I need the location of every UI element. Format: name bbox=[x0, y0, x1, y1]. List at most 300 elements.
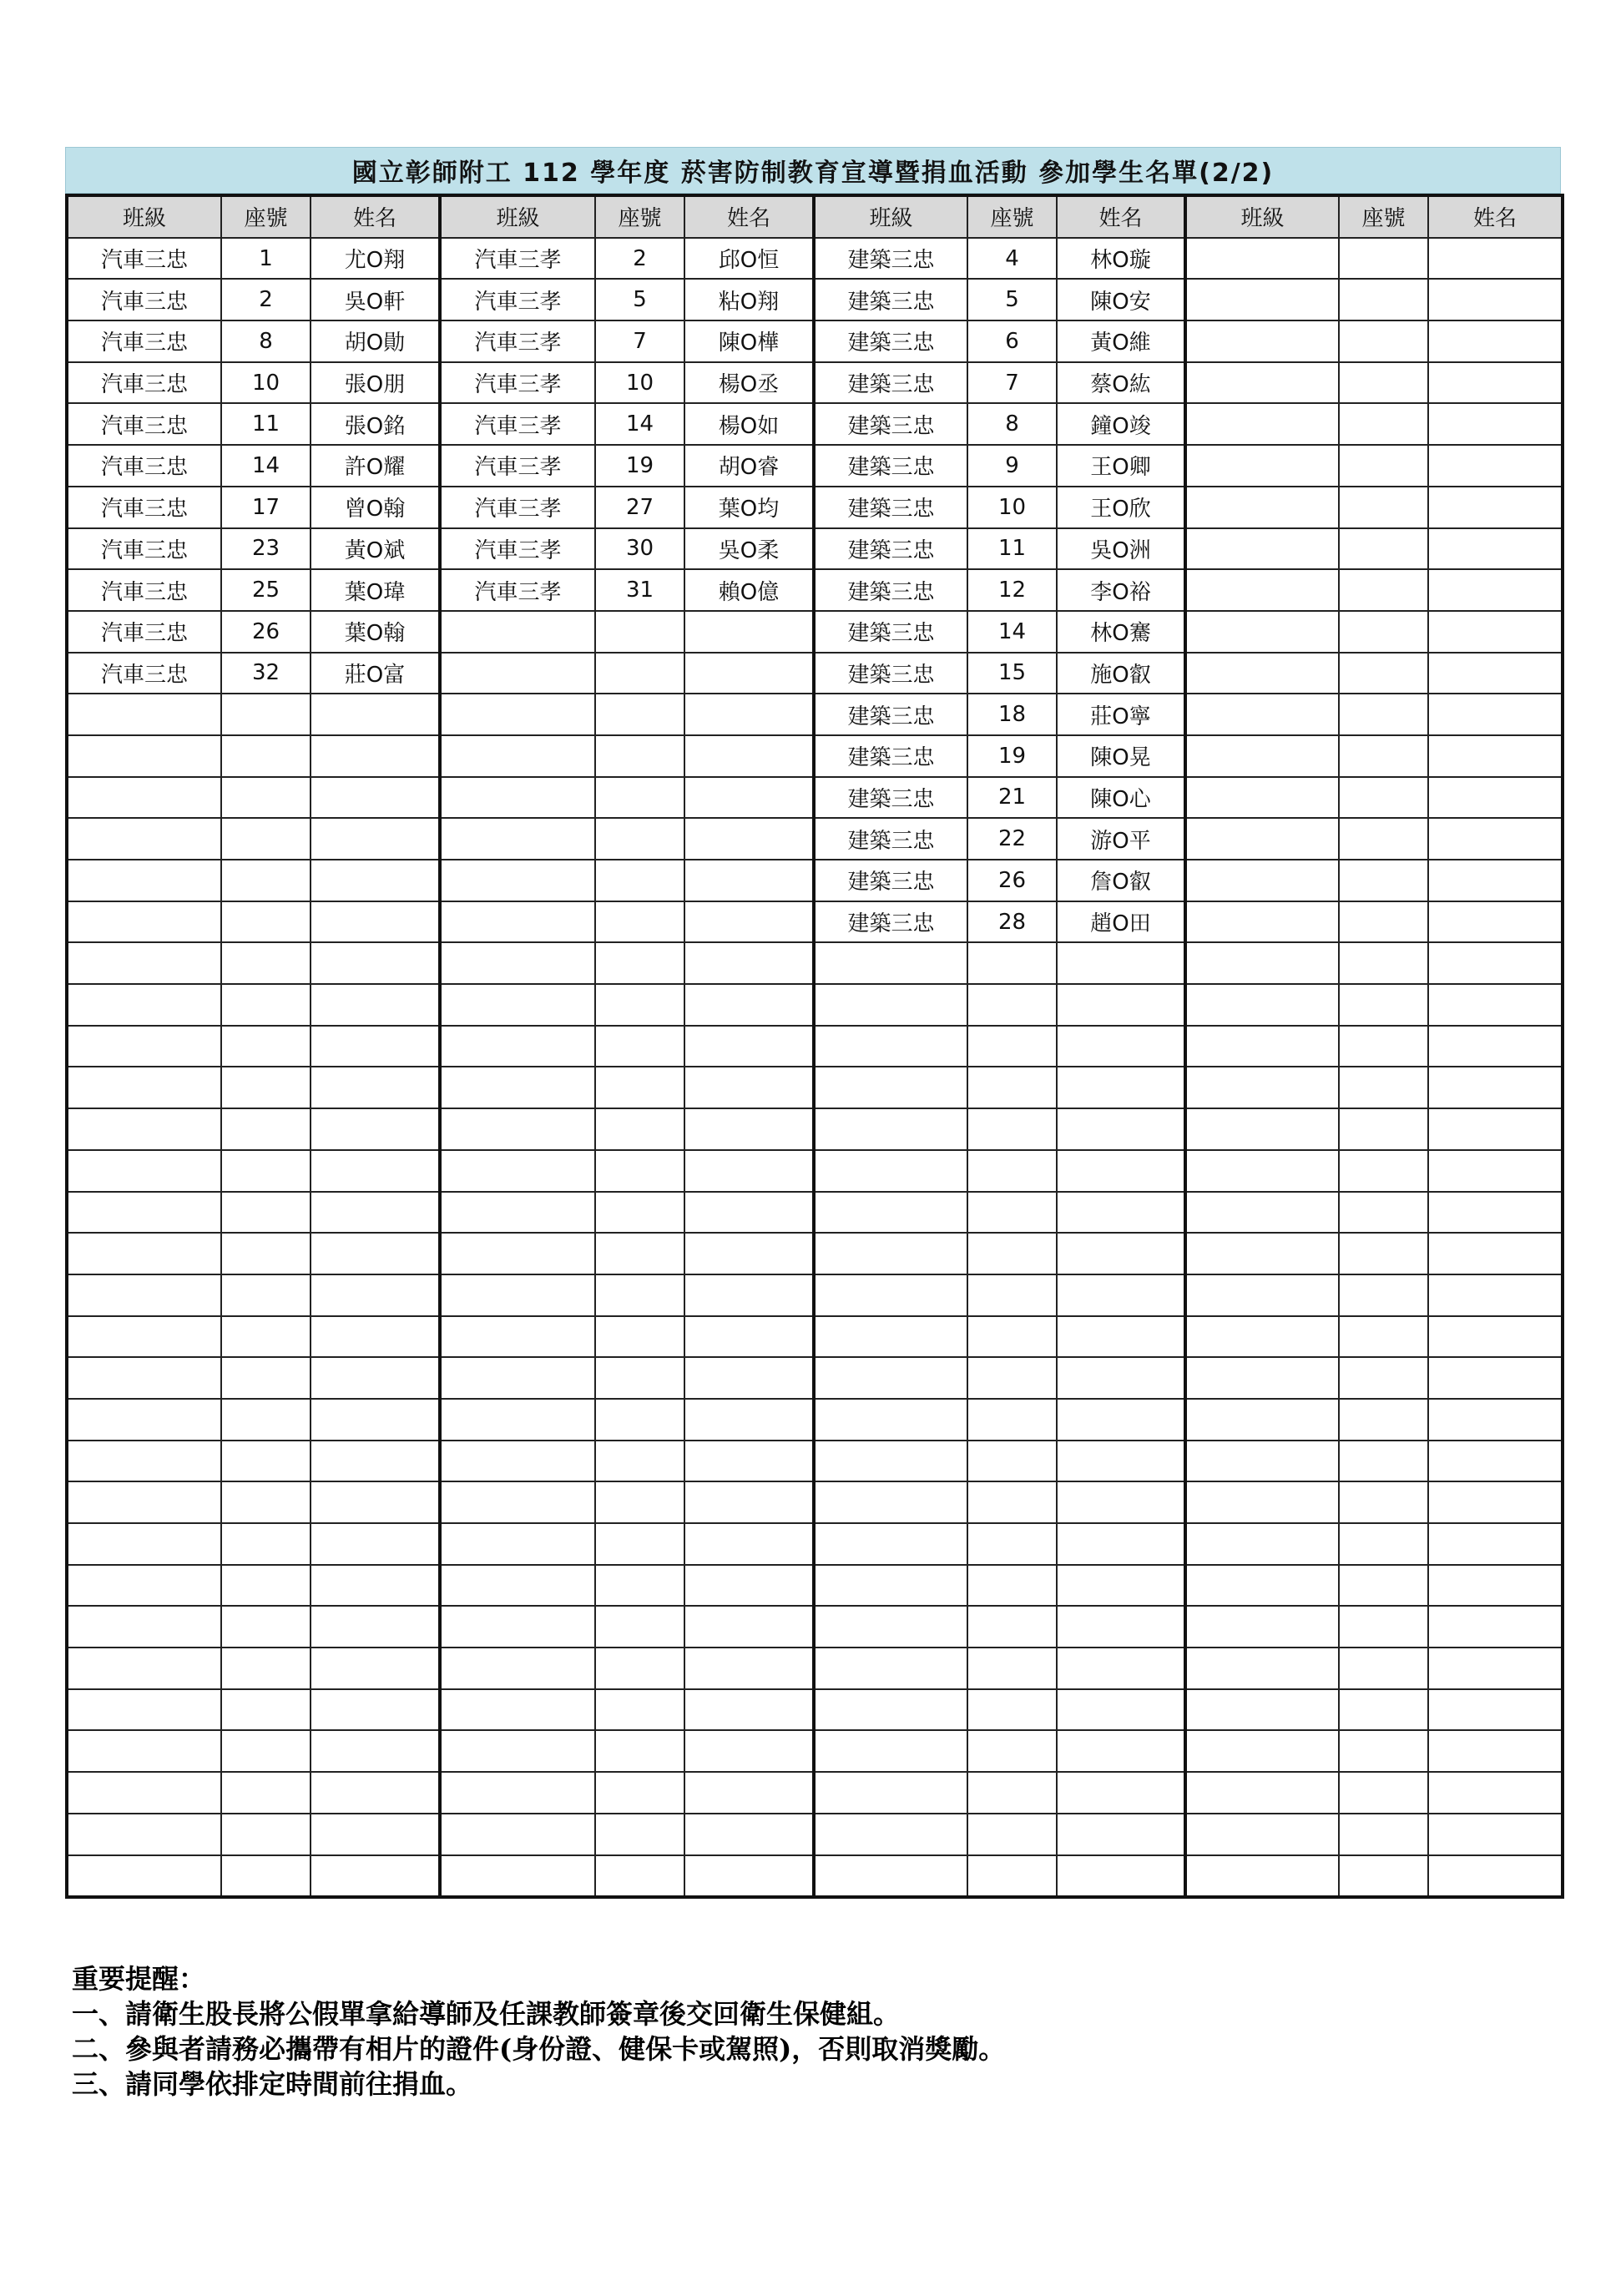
seat-cell bbox=[967, 1108, 1057, 1150]
seat-cell: 10 bbox=[967, 487, 1057, 528]
class-cell bbox=[67, 901, 221, 943]
name-cell: 陳O晃 bbox=[1057, 735, 1185, 777]
seat-cell: 30 bbox=[595, 528, 684, 570]
name-cell: 張O銘 bbox=[311, 403, 440, 445]
seat-cell bbox=[967, 1565, 1057, 1607]
seat-cell bbox=[221, 1855, 311, 1898]
class-cell bbox=[814, 1026, 967, 1067]
name-cell bbox=[1428, 611, 1563, 653]
table-row bbox=[67, 1523, 1563, 1565]
seat-cell: 19 bbox=[967, 735, 1057, 777]
seat-cell: 2 bbox=[595, 238, 684, 280]
class-cell bbox=[814, 1814, 967, 1855]
name-cell: 莊O富 bbox=[311, 653, 440, 694]
class-cell bbox=[440, 777, 595, 819]
class-cell bbox=[1185, 1565, 1339, 1607]
name-cell bbox=[1428, 1855, 1563, 1898]
seat-cell: 7 bbox=[967, 362, 1057, 404]
name-cell: 張O朋 bbox=[311, 362, 440, 404]
class-cell bbox=[440, 818, 595, 860]
class-cell: 建築三忠 bbox=[814, 777, 967, 819]
seat-cell bbox=[595, 942, 684, 984]
seat-cell: 6 bbox=[967, 320, 1057, 362]
name-cell bbox=[684, 1772, 814, 1814]
name-cell bbox=[1428, 1689, 1563, 1731]
seat-cell bbox=[221, 1689, 311, 1731]
class-cell bbox=[814, 1233, 967, 1274]
class-cell bbox=[1185, 1855, 1339, 1898]
table-row bbox=[67, 569, 1563, 611]
name-cell bbox=[1428, 694, 1563, 735]
seat-cell bbox=[1339, 901, 1428, 943]
class-cell bbox=[814, 1399, 967, 1441]
seat-cell bbox=[221, 901, 311, 943]
seat-cell bbox=[595, 1772, 684, 1814]
class-cell bbox=[1185, 320, 1339, 362]
name-cell bbox=[1057, 1399, 1185, 1441]
name-cell bbox=[684, 777, 814, 819]
seat-cell bbox=[967, 1730, 1057, 1772]
name-cell bbox=[1057, 1565, 1185, 1607]
class-cell: 建築三忠 bbox=[814, 735, 967, 777]
name-cell: 林O璇 bbox=[1057, 238, 1185, 280]
seat-cell: 14 bbox=[967, 611, 1057, 653]
class-cell bbox=[67, 1316, 221, 1358]
class-cell: 汽車三忠 bbox=[67, 611, 221, 653]
name-cell bbox=[1057, 1855, 1185, 1898]
class-cell bbox=[814, 1067, 967, 1108]
seat-cell bbox=[221, 1481, 311, 1523]
class-cell: 汽車三孝 bbox=[440, 238, 595, 280]
class-cell bbox=[440, 860, 595, 901]
seat-cell bbox=[221, 1565, 311, 1607]
class-cell bbox=[440, 901, 595, 943]
class-cell: 汽車三孝 bbox=[440, 445, 595, 487]
name-cell bbox=[1057, 942, 1185, 984]
seat-cell bbox=[595, 1441, 684, 1482]
seat-cell bbox=[967, 942, 1057, 984]
class-cell bbox=[440, 1565, 595, 1607]
seat-cell: 4 bbox=[967, 238, 1057, 280]
name-cell bbox=[1428, 320, 1563, 362]
name-cell bbox=[1057, 1357, 1185, 1399]
seat-cell bbox=[1339, 611, 1428, 653]
name-cell bbox=[684, 901, 814, 943]
seat-cell bbox=[1339, 279, 1428, 320]
table-row bbox=[67, 1274, 1563, 1316]
notes-section bbox=[72, 1961, 1558, 2102]
seat-cell bbox=[595, 1108, 684, 1150]
seat-cell bbox=[967, 1814, 1057, 1855]
seat-cell bbox=[595, 1814, 684, 1855]
table-row bbox=[67, 1730, 1563, 1772]
class-cell bbox=[440, 735, 595, 777]
name-cell bbox=[684, 1067, 814, 1108]
header-seat: 座號 bbox=[1339, 195, 1428, 238]
class-cell bbox=[440, 1648, 595, 1689]
seat-cell bbox=[221, 1772, 311, 1814]
seat-cell bbox=[967, 1274, 1057, 1316]
table-row bbox=[67, 1606, 1563, 1648]
class-cell bbox=[814, 1357, 967, 1399]
class-cell bbox=[440, 1689, 595, 1731]
seat-cell bbox=[1339, 403, 1428, 445]
seat-cell bbox=[1339, 1481, 1428, 1523]
seat-cell bbox=[1339, 1192, 1428, 1234]
name-cell bbox=[311, 1233, 440, 1274]
class-cell bbox=[67, 1772, 221, 1814]
name-cell bbox=[684, 1689, 814, 1731]
table-row bbox=[67, 528, 1563, 570]
class-cell bbox=[67, 1648, 221, 1689]
name-cell bbox=[684, 1357, 814, 1399]
name-cell bbox=[684, 984, 814, 1026]
name-cell: 王O卿 bbox=[1057, 445, 1185, 487]
name-cell bbox=[1428, 1606, 1563, 1648]
class-cell bbox=[1185, 238, 1339, 280]
class-cell bbox=[440, 1316, 595, 1358]
name-cell: 葉O瑋 bbox=[311, 569, 440, 611]
class-cell bbox=[1185, 403, 1339, 445]
name-cell: 吳O軒 bbox=[311, 279, 440, 320]
table-row bbox=[67, 1689, 1563, 1731]
class-cell bbox=[1185, 1233, 1339, 1274]
seat-cell bbox=[221, 942, 311, 984]
name-cell bbox=[684, 942, 814, 984]
table-row bbox=[67, 1192, 1563, 1234]
name-cell bbox=[1057, 1150, 1185, 1192]
seat-cell bbox=[221, 1026, 311, 1067]
seat-cell bbox=[221, 1108, 311, 1150]
class-cell bbox=[67, 984, 221, 1026]
class-cell bbox=[67, 818, 221, 860]
class-cell: 汽車三孝 bbox=[440, 279, 595, 320]
table-row bbox=[67, 279, 1563, 320]
class-cell bbox=[1185, 694, 1339, 735]
name-cell: 莊O寧 bbox=[1057, 694, 1185, 735]
name-cell bbox=[1428, 735, 1563, 777]
name-cell bbox=[1428, 653, 1563, 694]
seat-cell bbox=[1339, 860, 1428, 901]
seat-cell bbox=[595, 1067, 684, 1108]
seat-cell bbox=[595, 777, 684, 819]
class-cell bbox=[440, 1441, 595, 1482]
class-cell bbox=[1185, 1357, 1339, 1399]
seat-cell bbox=[1339, 1026, 1428, 1067]
name-cell: 林O騫 bbox=[1057, 611, 1185, 653]
seat-cell bbox=[595, 735, 684, 777]
seat-cell bbox=[221, 1274, 311, 1316]
class-cell bbox=[67, 1192, 221, 1234]
class-cell bbox=[1185, 362, 1339, 404]
table-row bbox=[67, 1026, 1563, 1067]
name-cell bbox=[311, 901, 440, 943]
seat-cell: 8 bbox=[221, 320, 311, 362]
seat-cell: 7 bbox=[595, 320, 684, 362]
class-cell bbox=[67, 1108, 221, 1150]
name-cell bbox=[1428, 1067, 1563, 1108]
header-seat: 座號 bbox=[967, 195, 1057, 238]
seat-cell bbox=[967, 1067, 1057, 1108]
class-cell bbox=[1185, 901, 1339, 943]
seat-cell: 18 bbox=[967, 694, 1057, 735]
name-cell bbox=[1057, 1481, 1185, 1523]
seat-cell bbox=[595, 984, 684, 1026]
class-cell: 建築三忠 bbox=[814, 528, 967, 570]
name-cell bbox=[684, 1481, 814, 1523]
name-cell bbox=[311, 694, 440, 735]
seat-cell bbox=[221, 1357, 311, 1399]
class-cell bbox=[814, 984, 967, 1026]
seat-cell bbox=[221, 1067, 311, 1108]
seat-cell bbox=[595, 1399, 684, 1441]
class-cell bbox=[1185, 942, 1339, 984]
class-cell bbox=[1185, 445, 1339, 487]
name-cell: 吳O柔 bbox=[684, 528, 814, 570]
name-cell bbox=[1428, 1399, 1563, 1441]
class-cell bbox=[440, 1772, 595, 1814]
class-cell bbox=[440, 1357, 595, 1399]
class-cell bbox=[67, 1855, 221, 1898]
seat-cell bbox=[1339, 942, 1428, 984]
name-cell bbox=[1428, 1357, 1563, 1399]
name-cell: 葉O均 bbox=[684, 487, 814, 528]
name-cell: 許O耀 bbox=[311, 445, 440, 487]
name-cell bbox=[1428, 1523, 1563, 1565]
name-cell bbox=[1428, 487, 1563, 528]
class-cell bbox=[440, 1606, 595, 1648]
name-cell bbox=[311, 984, 440, 1026]
class-cell bbox=[814, 1150, 967, 1192]
name-cell bbox=[684, 1606, 814, 1648]
name-cell bbox=[1428, 1192, 1563, 1234]
table-row bbox=[67, 1067, 1563, 1108]
seat-cell: 14 bbox=[595, 403, 684, 445]
class-cell bbox=[440, 1814, 595, 1855]
name-cell: 楊O如 bbox=[684, 403, 814, 445]
seat-cell: 5 bbox=[595, 279, 684, 320]
name-cell bbox=[311, 1481, 440, 1523]
class-cell bbox=[440, 1150, 595, 1192]
seat-cell bbox=[1339, 1814, 1428, 1855]
class-cell bbox=[1185, 1730, 1339, 1772]
name-cell bbox=[311, 1399, 440, 1441]
name-cell bbox=[684, 1730, 814, 1772]
class-cell bbox=[1185, 1399, 1339, 1441]
name-cell bbox=[1057, 1192, 1185, 1234]
seat-cell bbox=[1339, 984, 1428, 1026]
class-cell bbox=[440, 694, 595, 735]
class-cell bbox=[1185, 653, 1339, 694]
class-cell bbox=[440, 1067, 595, 1108]
seat-cell bbox=[221, 777, 311, 819]
seat-cell bbox=[595, 653, 684, 694]
name-cell bbox=[311, 1565, 440, 1607]
table-row bbox=[67, 818, 1563, 860]
class-cell: 汽車三忠 bbox=[67, 362, 221, 404]
seat-cell bbox=[1339, 320, 1428, 362]
name-cell bbox=[684, 1108, 814, 1150]
seat-cell: 11 bbox=[221, 403, 311, 445]
seat-cell bbox=[595, 694, 684, 735]
seat-cell bbox=[595, 1606, 684, 1648]
seat-cell: 12 bbox=[967, 569, 1057, 611]
class-cell bbox=[1185, 528, 1339, 570]
seat-cell bbox=[1339, 1067, 1428, 1108]
header-name: 姓名 bbox=[1057, 195, 1185, 238]
seat-cell bbox=[221, 1441, 311, 1482]
seat-cell bbox=[967, 1855, 1057, 1898]
roster-sheet bbox=[65, 147, 1561, 1899]
class-cell bbox=[67, 1233, 221, 1274]
header-class: 班級 bbox=[67, 195, 221, 238]
name-cell: 陳O安 bbox=[1057, 279, 1185, 320]
name-cell bbox=[1057, 1814, 1185, 1855]
class-cell bbox=[440, 653, 595, 694]
seat-cell bbox=[1339, 1108, 1428, 1150]
name-cell bbox=[1428, 1481, 1563, 1523]
table-row bbox=[67, 320, 1563, 362]
name-cell bbox=[1428, 1150, 1563, 1192]
header-name: 姓名 bbox=[1428, 195, 1563, 238]
name-cell bbox=[1428, 238, 1563, 280]
name-cell bbox=[311, 1441, 440, 1482]
name-cell bbox=[1428, 942, 1563, 984]
seat-cell bbox=[221, 694, 311, 735]
name-cell bbox=[1057, 1441, 1185, 1482]
seat-cell bbox=[595, 1565, 684, 1607]
seat-cell bbox=[967, 1689, 1057, 1731]
class-cell: 建築三忠 bbox=[814, 362, 967, 404]
name-cell: 胡O勛 bbox=[311, 320, 440, 362]
class-cell: 汽車三孝 bbox=[440, 320, 595, 362]
class-cell: 汽車三孝 bbox=[440, 362, 595, 404]
name-cell bbox=[1428, 777, 1563, 819]
seat-cell bbox=[221, 1648, 311, 1689]
class-cell: 建築三忠 bbox=[814, 611, 967, 653]
name-cell bbox=[1057, 1067, 1185, 1108]
name-cell bbox=[1057, 1689, 1185, 1731]
name-cell bbox=[311, 1274, 440, 1316]
seat-cell bbox=[1339, 1772, 1428, 1814]
class-cell bbox=[1185, 611, 1339, 653]
name-cell bbox=[1428, 1565, 1563, 1607]
seat-cell: 10 bbox=[221, 362, 311, 404]
class-cell bbox=[1185, 818, 1339, 860]
name-cell bbox=[684, 1026, 814, 1067]
name-cell bbox=[1057, 1108, 1185, 1150]
name-cell bbox=[684, 860, 814, 901]
name-cell bbox=[1057, 1523, 1185, 1565]
table-row bbox=[67, 1108, 1563, 1150]
seat-cell bbox=[1339, 694, 1428, 735]
table-row bbox=[67, 1150, 1563, 1192]
class-cell bbox=[1185, 1316, 1339, 1358]
class-cell bbox=[814, 1855, 967, 1898]
class-cell bbox=[67, 1150, 221, 1192]
name-cell: 游O平 bbox=[1057, 818, 1185, 860]
table-row bbox=[67, 1357, 1563, 1399]
name-cell: 李O裕 bbox=[1057, 569, 1185, 611]
name-cell bbox=[684, 611, 814, 653]
name-cell: 趙O田 bbox=[1057, 901, 1185, 943]
class-cell bbox=[814, 1565, 967, 1607]
class-cell: 汽車三忠 bbox=[67, 653, 221, 694]
name-cell bbox=[1428, 901, 1563, 943]
name-cell bbox=[1428, 1772, 1563, 1814]
seat-cell bbox=[967, 1606, 1057, 1648]
seat-cell bbox=[221, 1606, 311, 1648]
class-cell: 建築三忠 bbox=[814, 320, 967, 362]
header-class: 班級 bbox=[814, 195, 967, 238]
seat-cell: 17 bbox=[221, 487, 311, 528]
name-cell bbox=[684, 1316, 814, 1358]
roster-body bbox=[67, 238, 1563, 1898]
seat-cell: 8 bbox=[967, 403, 1057, 445]
table-row bbox=[67, 901, 1563, 943]
class-cell: 建築三忠 bbox=[814, 403, 967, 445]
seat-cell bbox=[1339, 1274, 1428, 1316]
name-cell: 詹O叡 bbox=[1057, 860, 1185, 901]
seat-cell: 5 bbox=[967, 279, 1057, 320]
table-row bbox=[67, 362, 1563, 404]
name-cell: 胡O睿 bbox=[684, 445, 814, 487]
seat-cell bbox=[1339, 735, 1428, 777]
seat-cell bbox=[967, 1481, 1057, 1523]
seat-cell bbox=[595, 1730, 684, 1772]
seat-cell bbox=[221, 1233, 311, 1274]
name-cell bbox=[1057, 1648, 1185, 1689]
name-cell bbox=[311, 860, 440, 901]
table-row bbox=[67, 1316, 1563, 1358]
seat-cell: 21 bbox=[967, 777, 1057, 819]
seat-cell bbox=[1339, 1357, 1428, 1399]
table-row bbox=[67, 1399, 1563, 1441]
name-cell: 施O叡 bbox=[1057, 653, 1185, 694]
name-cell bbox=[1428, 1648, 1563, 1689]
name-cell bbox=[684, 818, 814, 860]
seat-cell bbox=[967, 1150, 1057, 1192]
class-cell: 汽車三忠 bbox=[67, 487, 221, 528]
seat-cell bbox=[1339, 1399, 1428, 1441]
class-cell bbox=[814, 1192, 967, 1234]
class-cell bbox=[67, 1523, 221, 1565]
seat-cell bbox=[1339, 362, 1428, 404]
class-cell: 建築三忠 bbox=[814, 487, 967, 528]
class-cell: 建築三忠 bbox=[814, 653, 967, 694]
class-cell bbox=[67, 735, 221, 777]
table-row bbox=[67, 445, 1563, 487]
name-cell bbox=[1428, 569, 1563, 611]
seat-cell bbox=[1339, 777, 1428, 819]
class-cell bbox=[1185, 1606, 1339, 1648]
class-cell bbox=[440, 1730, 595, 1772]
seat-cell bbox=[595, 1150, 684, 1192]
seat-cell: 10 bbox=[595, 362, 684, 404]
seat-cell bbox=[967, 1357, 1057, 1399]
seat-cell bbox=[595, 818, 684, 860]
table-row bbox=[67, 694, 1563, 735]
note-item: 二、參與者請務必攜帶有相片的證件(身份證、健保卡或駕照)，否則取消獎勵。 bbox=[72, 2033, 1006, 2065]
name-cell: 尤O翔 bbox=[311, 238, 440, 280]
name-cell bbox=[1057, 1606, 1185, 1648]
name-cell bbox=[1057, 1274, 1185, 1316]
table-row bbox=[67, 1855, 1563, 1898]
name-cell bbox=[311, 1026, 440, 1067]
name-cell bbox=[1428, 984, 1563, 1026]
header-seat: 座號 bbox=[221, 195, 311, 238]
sheet-title: 國立彰師附工 112 學年度 菸害防制教育宣導暨捐血活動 參加學生名單(2/2) bbox=[65, 147, 1561, 194]
